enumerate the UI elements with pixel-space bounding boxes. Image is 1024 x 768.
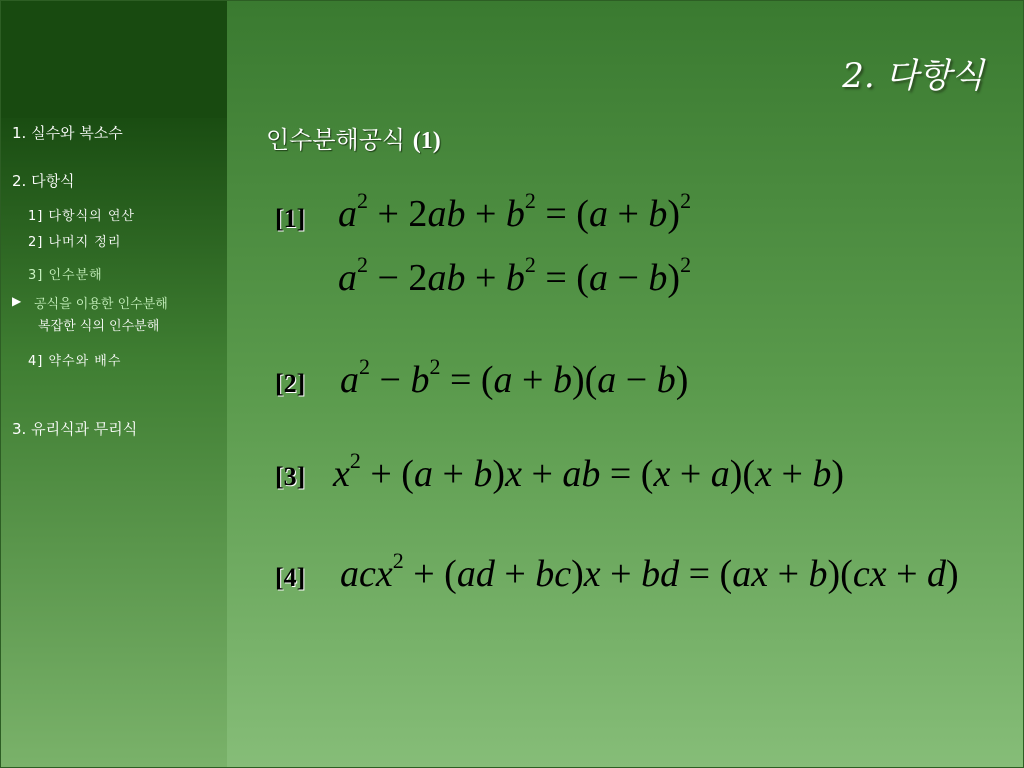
formula-4: acx$^2$ + (ad + bc)x + bd = (ax + b)(cx + d) — [340, 548, 959, 595]
sidebar-item-remainder-theorem[interactable]: 2] 나머지 정리 — [28, 235, 122, 250]
sidebar-item-complex-factorization[interactable]: 복잡한 식의 인수분해 — [38, 319, 160, 334]
formula-1a: $a^2 + 2ab + b^2 = (a + b)^2$ — [338, 188, 692, 235]
formula-label-3: [3] — [275, 462, 306, 491]
sidebar-item-real-complex[interactable]: 1. 실수와 복소수 — [12, 124, 123, 142]
formula-label-1: [1] — [275, 204, 306, 233]
section-heading — [266, 120, 441, 155]
sidebar — [0, 0, 227, 768]
section-heading-text: 인수분해공식 — [266, 126, 406, 154]
slide-title: 2. 다항식 — [842, 56, 984, 96]
sidebar-item-divisors-multiples[interactable]: 4] 약수와 배수 — [28, 354, 122, 369]
sidebar-header-block — [0, 0, 227, 118]
sidebar-item-polynomial[interactable]: 2. 다항식 — [12, 172, 75, 190]
formula-label-4: [4] — [275, 563, 306, 592]
sidebar-item-polynomial-operations[interactable]: 1] 다항식의 연산 — [28, 209, 135, 224]
formula-3: $x^2 + (a + b)x$ + ab = (x + a)(x + b) — [333, 448, 845, 495]
formula-label-2: [2] — [275, 369, 306, 398]
sidebar-item-factorization[interactable]: 3] 인수분해 — [28, 268, 103, 283]
formula-2: $a^2 - b^2 = (a + b)(a - b)$ — [340, 354, 689, 401]
current-item-arrow-icon: ▶ — [12, 294, 22, 308]
sidebar-item-formula-factorization[interactable]: 공식을 이용한 인수분해 — [34, 297, 168, 312]
sidebar-item-rational-irrational[interactable]: 3. 유리식과 무리식 — [12, 420, 138, 438]
section-heading-number: (1) — [412, 128, 441, 154]
formula-1b: $a^2 - 2ab + b^2 = (a - b)^2$ — [338, 252, 692, 299]
